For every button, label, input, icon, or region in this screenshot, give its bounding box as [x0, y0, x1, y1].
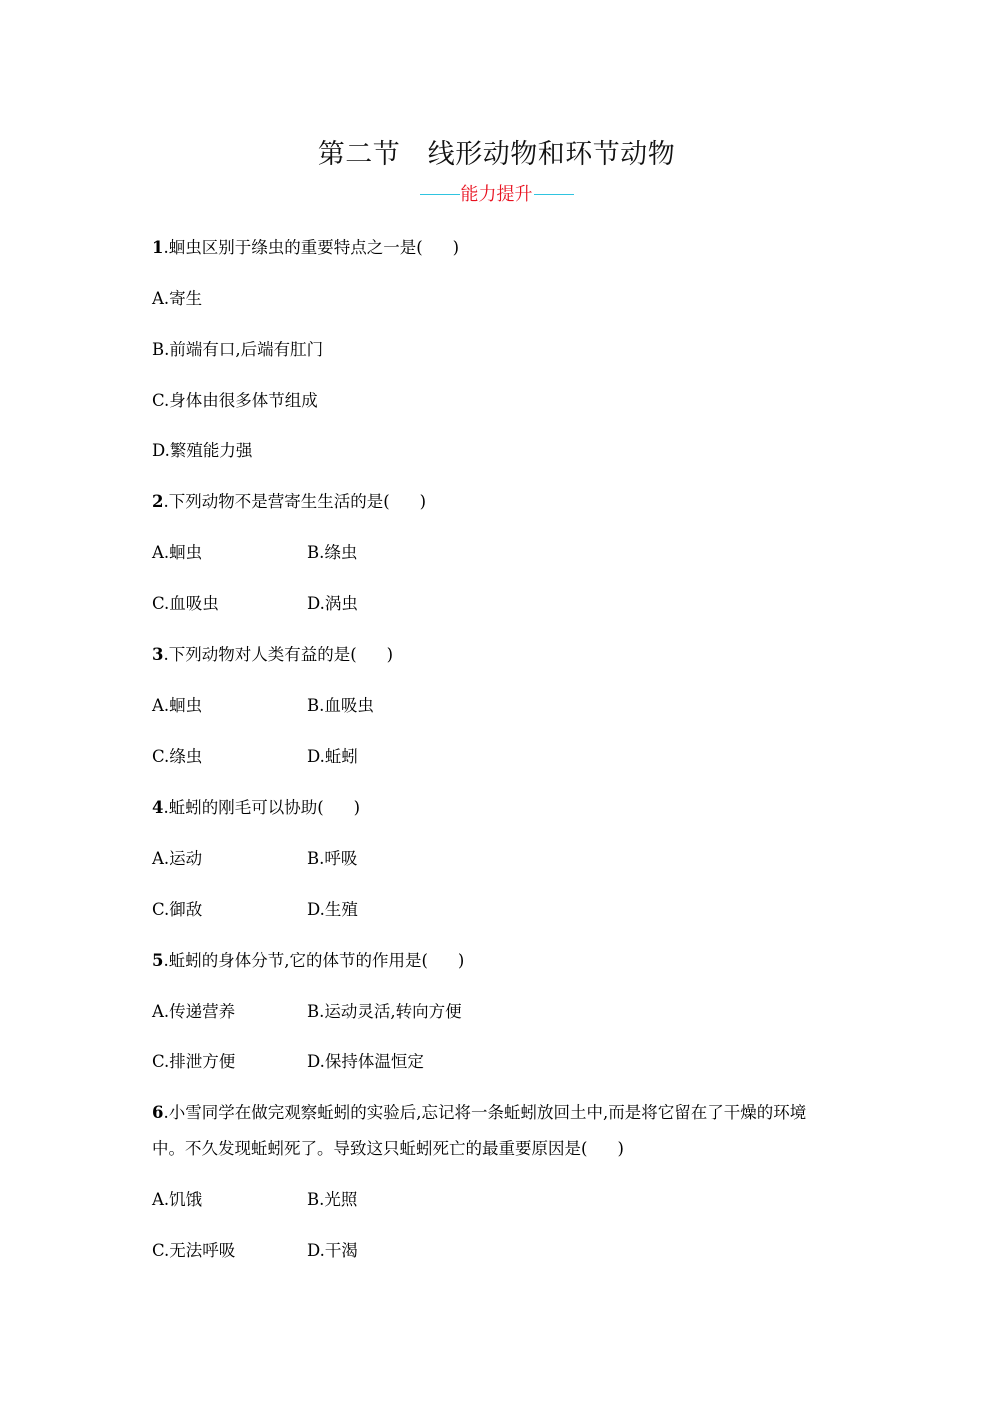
question-text: .下列动物不是营寄生生活的是(: [163, 492, 390, 511]
subtitle-text: 能力提升: [460, 184, 533, 205]
option-c: C.身体由很多体节组成: [152, 391, 318, 410]
option-b: B.绦虫: [307, 543, 358, 562]
question-1: [152, 236, 852, 260]
question-text: .蚯蚓的身体分节,它的体节的作用是(: [163, 951, 428, 970]
question-number: 4: [152, 798, 164, 817]
question-stem: [152, 236, 852, 260]
question-3-options-row-2: [152, 745, 358, 769]
option-b: B.光照: [307, 1190, 358, 1209]
question-text: .下列动物对人类有益的是(: [163, 645, 357, 664]
option-b: B.前端有口,后端有肛门: [152, 340, 324, 359]
question-text-continued: 中。不久发现蚯蚓死了。导致这只蚯蚓死亡的最重要原因是(: [152, 1139, 588, 1158]
option-b: B.血吸虫: [307, 696, 374, 715]
question-3-options-row-1: [152, 694, 374, 718]
option-c: C.无法呼吸: [152, 1241, 236, 1260]
option-b: B.呼吸: [307, 849, 358, 868]
question-close-paren: ): [452, 238, 460, 257]
question-number: 2: [152, 492, 164, 511]
option-c: C.御敌: [152, 900, 203, 919]
question-number: 5: [152, 951, 164, 970]
option-c: C.排泄方便: [152, 1052, 236, 1071]
option-d: D.繁殖能力强: [152, 441, 253, 460]
option-c: C.血吸虫: [152, 594, 219, 613]
question-5-stem: [152, 949, 464, 973]
option-a: A.饥饿: [152, 1190, 203, 1209]
option-d: D.涡虫: [307, 594, 358, 613]
option-d: D.蚯蚓: [307, 747, 358, 766]
page-title: 第二节 线形动物和环节动物: [317, 139, 676, 170]
question-6-stem-line-2: [152, 1137, 624, 1161]
question-close-paren: ): [386, 645, 394, 664]
question-5-options-row-2: [152, 1050, 424, 1074]
subtitle-rule-left: [420, 194, 460, 195]
question-2-options-row-1: [152, 541, 357, 565]
option-a: A.蛔虫: [152, 696, 203, 715]
question-text: .蛔虫区别于绦虫的重要特点之一是(: [163, 238, 423, 257]
question-4-options-row-1: [152, 847, 357, 871]
option-a: A.蛔虫: [152, 543, 203, 562]
question-close-paren: ): [353, 798, 361, 817]
option-a: A.传递营养: [152, 1002, 236, 1021]
question-3-stem: [152, 643, 393, 667]
question-number: 6: [152, 1103, 164, 1122]
question-6-options-row-2: [152, 1239, 358, 1263]
section-subtitle: [0, 180, 993, 206]
option-d: D.干渴: [307, 1241, 358, 1260]
option-a: A.运动: [152, 849, 203, 868]
option-a: A.寄生: [152, 289, 203, 308]
question-2-options-row-2: [152, 592, 358, 616]
question-number: 1: [152, 238, 164, 257]
question-6-stem-line-1: [152, 1101, 806, 1125]
question-4-options-row-2: [152, 898, 358, 922]
option-d: D.生殖: [307, 900, 358, 919]
question-close-paren: ): [457, 951, 465, 970]
question-6-options-row-1: [152, 1188, 357, 1212]
subtitle-rule-right: [534, 194, 574, 195]
question-4-stem: [152, 796, 360, 820]
question-5-options-row-1: [152, 1000, 462, 1024]
option-c: C.绦虫: [152, 747, 203, 766]
option-b: B.运动灵活,转向方便: [307, 1002, 462, 1021]
option-d: D.保持体温恒定: [307, 1052, 424, 1071]
question-number: 3: [152, 645, 164, 664]
question-text: .小雪同学在做完观察蚯蚓的实验后,忘记将一条蚯蚓放回土中,而是将它留在了干燥的环境: [163, 1103, 807, 1122]
question-close-paren: ): [617, 1139, 624, 1158]
question-close-paren: ): [419, 492, 427, 511]
question-2-stem: [152, 490, 426, 514]
question-text: .蚯蚓的刚毛可以协助(: [163, 798, 324, 817]
